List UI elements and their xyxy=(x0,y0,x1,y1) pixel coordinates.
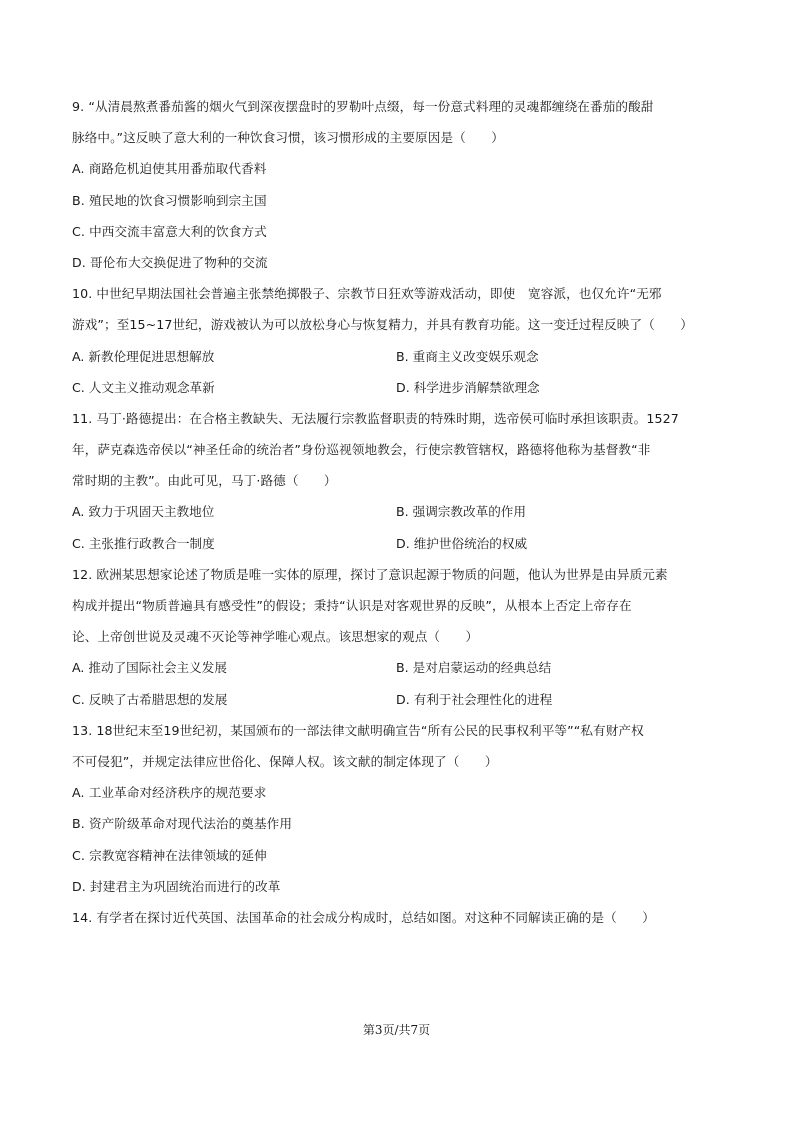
option-d: D. 科学进步消解禁欲理念 xyxy=(396,379,540,395)
option-a: A. 商路危机迫使其用番茄取代香料 xyxy=(72,161,267,177)
option-b: B. 重商主义改变娱乐观念 xyxy=(396,348,539,364)
option-a: A. 工业革命对经济秩序的规范要求 xyxy=(72,785,267,801)
question-13 xyxy=(72,715,732,902)
options-row xyxy=(72,341,732,372)
question-stem-line: 游戏”；至15~17世纪，游戏被认为可以放松身心与恢复精力，并具有教育功能。这一变迁过程反映了（ ） xyxy=(72,317,693,333)
question-stem-line: 常时期的主教”。由此可见，马丁·路德（ ） xyxy=(72,473,337,489)
page-number-footer: 第3页/共7页 xyxy=(362,1023,431,1037)
question-10 xyxy=(72,278,732,403)
option-b: B. 资产阶级革命对现代法治的奠基作用 xyxy=(72,816,293,832)
question-stem-line: 脉络中。”这反映了意大利的一种饮食习惯，该习惯形成的主要原因是（ ） xyxy=(72,130,504,146)
option-c: C. 人文主义推动观念革新 xyxy=(72,379,215,395)
question-14 xyxy=(72,902,732,933)
question-stem-line: 13. 18世纪末至19世纪初，某国颁布的一部法律文献明确宣告“所有公民的民事权利平等”“私有财产权 xyxy=(72,722,644,738)
exam-page-content xyxy=(72,91,732,933)
option-b: B. 是对启蒙运动的经典总结 xyxy=(396,660,552,676)
options-row xyxy=(72,528,732,559)
question-stem-line: 年，萨克森选帝侯以“神圣任命的统治者”身份巡视领地教会，行使宗教管辖权，路德将他称为基督教“非 xyxy=(72,442,651,458)
question-stem-line: 论、上帝创世说及灵魂不灭论等神学唯心观点。该思想家的观点（ ） xyxy=(72,629,479,645)
question-stem-line: 11. 马丁·路德提出：在合格主教缺失、无法履行宗教监督职责的特殊时期，选帝侯可临时承担该职责。1527 xyxy=(72,410,679,426)
question-stem-line: 9. “从清晨熬煮番茄酱的烟火气到深夜摆盘时的罗勒叶点缀，每一份意式料理的灵魂都缠绕在番茄的酸甜 xyxy=(72,99,654,114)
question-9 xyxy=(72,91,732,278)
option-d: D. 哥伦布大交换促进了物种的交流 xyxy=(72,254,268,270)
option-c: C. 宗教宽容精神在法律领域的延伸 xyxy=(72,847,267,863)
option-c: C. 主张推行政教合一制度 xyxy=(72,535,215,551)
options-row xyxy=(72,372,732,403)
question-stem-line: 不可侵犯”，并规定法律应世俗化、保障人权。该文献的制定体现了（ ） xyxy=(72,753,498,769)
option-a: A. 新教伦理促进思想解放 xyxy=(72,348,215,364)
options-row xyxy=(72,652,732,683)
option-c: C. 反映了古希腊思想的发展 xyxy=(72,691,228,707)
options-row xyxy=(72,496,732,527)
option-a: A. 致力于巩固天主教地位 xyxy=(72,504,215,520)
option-b: B. 殖民地的饮食习惯影响到宗主国 xyxy=(72,192,267,208)
question-12 xyxy=(72,559,732,715)
question-11 xyxy=(72,403,732,559)
question-stem-line: 10. 中世纪早期法国社会普遍主张禁绝掷骰子、宗教节日狂欢等游戏活动，即使 宽容派，也仅允许“无邪 xyxy=(72,286,662,302)
question-stem-line: 12. 欧洲某思想家论述了物质是唯一实体的原理，探讨了意识起源于物质的问题，他认为世界是由异质元素 xyxy=(72,566,668,582)
option-b: B. 强调宗教改革的作用 xyxy=(396,504,526,520)
question-stem-line: 14. 有学者在探讨近代英国、法国革命的社会成分构成时，总结如图。对这种不同解读正确的是（ ） xyxy=(72,909,655,925)
option-d: D. 维护世俗统治的权威 xyxy=(396,535,528,551)
option-d: D. 封建君主为巩固统治而进行的改革 xyxy=(72,878,281,894)
option-a: A. 推动了国际社会主义发展 xyxy=(72,660,227,676)
options-row xyxy=(72,684,732,715)
question-stem-line: 构成并提出“物质普遍具有感受性”的假设；秉持“认识是对客观世界的反映”，从根本上否定上帝存在 xyxy=(72,598,632,613)
option-c: C. 中西交流丰富意大利的饮食方式 xyxy=(72,223,267,239)
option-d: D. 有利于社会理性化的进程 xyxy=(396,691,553,707)
